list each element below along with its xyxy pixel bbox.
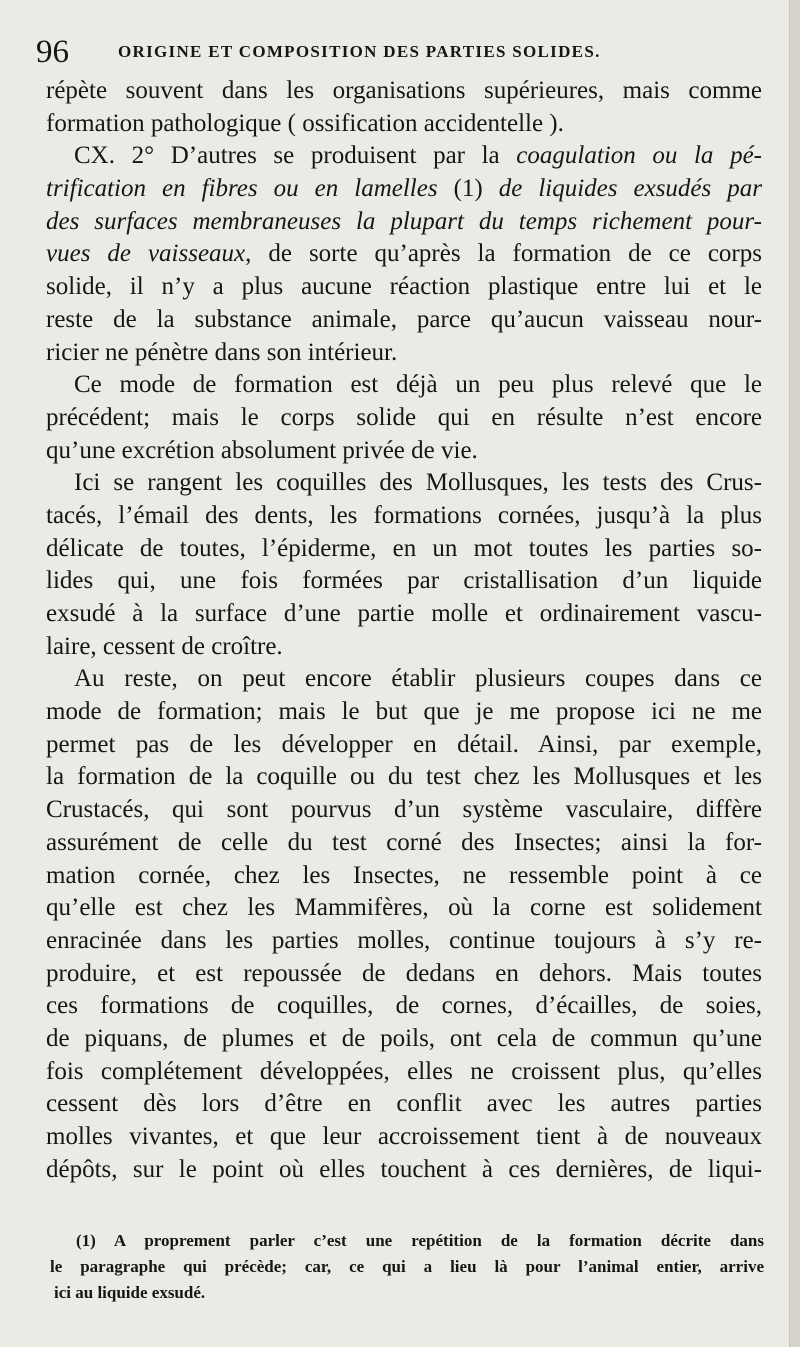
running-title: ORIGINE ET COMPOSITION DES PARTIES SOLIDES.: [118, 42, 601, 61]
text-line: produire, et est repoussée de dedans en dehors. Mais toutes: [46, 959, 762, 987]
text-line: la formation de la coquille ou du test chez les Mollusques et les: [46, 763, 762, 791]
text-line: assurément de celle du test corné des Insectes; ainsi la for-: [46, 828, 762, 856]
text-line: ces formations de coquilles, de cornes, d’écailles, de soies,: [46, 992, 762, 1020]
body-text: [46, 75, 762, 1186]
text-line: reste de la substance animale, parce qu’aucun vaisseau nour-: [46, 305, 762, 333]
footnote-line: ici au liquide exsudé.: [54, 1283, 206, 1302]
text-line: [46, 173, 762, 206]
text-line: Crustacés, qui sont pourvus d’un système vasculaire, diffère: [46, 796, 762, 824]
text-line: précédent; mais le corps solide qui en résulte n’est encore: [46, 403, 762, 431]
text-line: ricier ne pénètre dans son intérieur.: [46, 338, 398, 366]
italic-segment: trification en fibres ou en lamelles: [46, 175, 438, 203]
footnote-line: (1) A proprement parler c’est une repétition de la formation décrite dans: [76, 1231, 764, 1250]
text-line: lides qui, une fois formées par cristallisation d’un liquide: [46, 567, 762, 595]
paragraph-cx-start: [46, 140, 762, 173]
paragraph-start: Ici se rangent les coquilles des Mollusques, les tests des Crus-: [74, 469, 762, 497]
text-line: exsudé à la surface d’une partie molle et ordinairement vascu-: [46, 600, 762, 627]
text-line: permet pas de les développer en détail. Ainsi, par exemple,: [46, 730, 762, 758]
paragraph-start: Ce mode de formation est déjà un peu plus relevé que le: [74, 371, 762, 399]
text-line: formation pathologique ( ossification accidentelle ).: [46, 109, 564, 137]
text-line: enracinée dans les parties molles, continue toujours à s’y re-: [46, 926, 762, 954]
text-line: qu’elle est chez les Mammifères, où la corne est solidement: [46, 894, 762, 922]
paragraph-start: Au reste, on peut encore établir plusieurs coupes dans ce: [74, 665, 762, 693]
page-number: 96: [36, 34, 69, 70]
text-segment: CX. 2° D’autres se produisent par la: [74, 142, 517, 170]
text-line: solide, il n’y a plus aucune réaction plastique entre lui et le: [46, 273, 762, 301]
text-line: qu’une excrétion absolument privée de vie.: [46, 436, 478, 464]
text-line: molles vivantes, et que leur accroissement tient à de nouveaux: [46, 1123, 762, 1150]
footnote-line: le paragraphe qui précède; car, ce qui a lieu là pour l’animal entier, arrive: [50, 1257, 764, 1276]
text-line: laire, cessent de croître.: [46, 632, 283, 660]
text-line: tacés, l’émail des dents, les formations cornées, jusqu’à la plus: [46, 501, 762, 529]
footnote: [50, 1228, 764, 1306]
italic-segment: de liquides exsudés par: [498, 175, 762, 203]
running-head: [36, 32, 756, 72]
italic-segment: coagulation ou la pé-: [516, 142, 762, 170]
page-edge: [789, 0, 800, 1347]
text-line: répète souvent dans les organisations supérieures, mais comme: [46, 77, 762, 104]
text-line: mation cornée, chez les Insectes, ne ressemble point à ce: [46, 861, 762, 889]
text-line: cessent dès lors d’être en conflit avec les autres parties: [46, 1090, 762, 1118]
text-line: de piquans, de plumes et de poils, ont cela de commun qu’une: [46, 1024, 762, 1052]
text-segment: , de sorte qu’après la formation de ce corps: [245, 240, 762, 268]
italic-segment: vues de vaisseaux: [46, 240, 246, 268]
text-line: [46, 238, 762, 271]
text-line: mode de formation; mais le but que je me propose ici ne me: [46, 698, 762, 726]
text-line: délicate de toutes, l’épiderme, en un mot toutes les parties so-: [46, 534, 762, 562]
italic-line: des surfaces membraneuses la plupart du temps richement pour-: [46, 207, 762, 235]
text-line: dépôts, sur le point où elles touchent à ces dernières, de liqui-: [46, 1155, 762, 1183]
text-line: fois complétement développées, elles ne croissent plus, qu’elles: [46, 1057, 762, 1085]
footnote-reference: (1): [437, 175, 499, 203]
